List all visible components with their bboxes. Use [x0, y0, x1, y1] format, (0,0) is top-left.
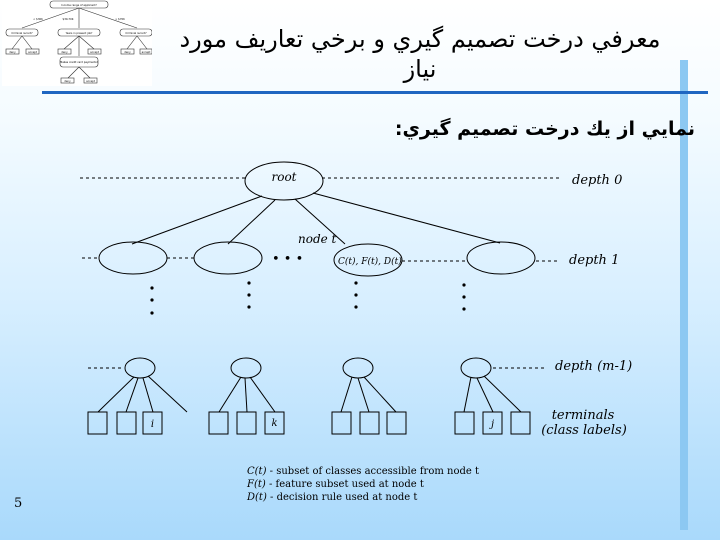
slide-subtitle: نمايي از يك درخت تصميم گيري:: [394, 118, 695, 140]
thumb-leaf-5: deny: [124, 51, 131, 54]
thumb-leaf-4: accept: [90, 51, 99, 54]
depth-0-label: depth 0: [572, 173, 623, 188]
thumb-subnode: Makes credit card payments?: [59, 61, 99, 64]
root-label: root: [271, 170, 297, 184]
thumb-leaf-2: accept: [28, 51, 37, 54]
leaf-mark-k: k: [271, 418, 278, 429]
thumb-subleaf-2: accept: [86, 80, 95, 83]
legend-symbol-f: F(t): [247, 479, 266, 490]
vertical-ellipsis: [150, 281, 465, 314]
svg-text:F(t) - feature subset used at: [246, 479, 424, 490]
legend-text-c: - subset of classes accessible from node t: [266, 466, 479, 477]
thumb-root-text: Income range of applicant?: [61, 4, 97, 7]
thumb-node-3: Criminal record?: [125, 32, 147, 35]
thumb-node-2: Years in present job?: [65, 32, 93, 35]
depthm1-node-4: [461, 358, 491, 378]
depth1-node-2: [194, 242, 262, 274]
legend-text-d: - decision rule used at node t: [266, 492, 418, 503]
thumb-node-1: Criminal record?: [11, 32, 33, 35]
svg-text:D(t) - decision rule used at: [246, 492, 417, 503]
thumb-branch-2: $30-70K: [62, 18, 74, 21]
depthm1-node-1: [125, 358, 155, 378]
class-labels-label: (class labels): [541, 423, 627, 438]
page-number: 5: [14, 496, 23, 511]
thumb-leaf-1: deny: [9, 51, 16, 54]
legend-text-f: - feature subset used at node t: [265, 479, 424, 490]
legend-symbol-c: C(t): [247, 466, 267, 477]
horizontal-ellipsis: • • •: [272, 252, 304, 267]
legend: [246, 466, 479, 503]
svg-text:C(t) - subset of classes acce: [247, 466, 479, 477]
leaf-mark-j: j: [490, 419, 495, 430]
thumb-branch-1: < $30K: [33, 18, 43, 21]
thumb-branch-3: > $70K: [115, 18, 125, 21]
depthm1-node-2: [231, 358, 261, 378]
slide-title: معرفي درخت تصميم گيري و برخي تعاريف مورد نياز: [179, 25, 661, 83]
legend-symbol-d: D(t): [247, 492, 267, 503]
depthm1-node-3: [343, 358, 373, 378]
node-t-content: C(t), F(t), D(t): [338, 257, 402, 267]
thumb-leaf-3: deny: [61, 51, 68, 54]
node-t-label: node t: [298, 232, 337, 246]
depth-m1-label: depth (m-1): [555, 359, 633, 374]
thumb-subleaf-1: deny: [64, 80, 71, 83]
depth1-node-1: [99, 242, 167, 274]
thumb-leaf-6: accept: [141, 51, 151, 54]
terminals-label: terminals: [551, 408, 615, 423]
depth-1-label: depth 1: [569, 253, 620, 268]
depth1-node-4: [467, 242, 535, 274]
leaf-mark-i: i: [150, 419, 155, 430]
